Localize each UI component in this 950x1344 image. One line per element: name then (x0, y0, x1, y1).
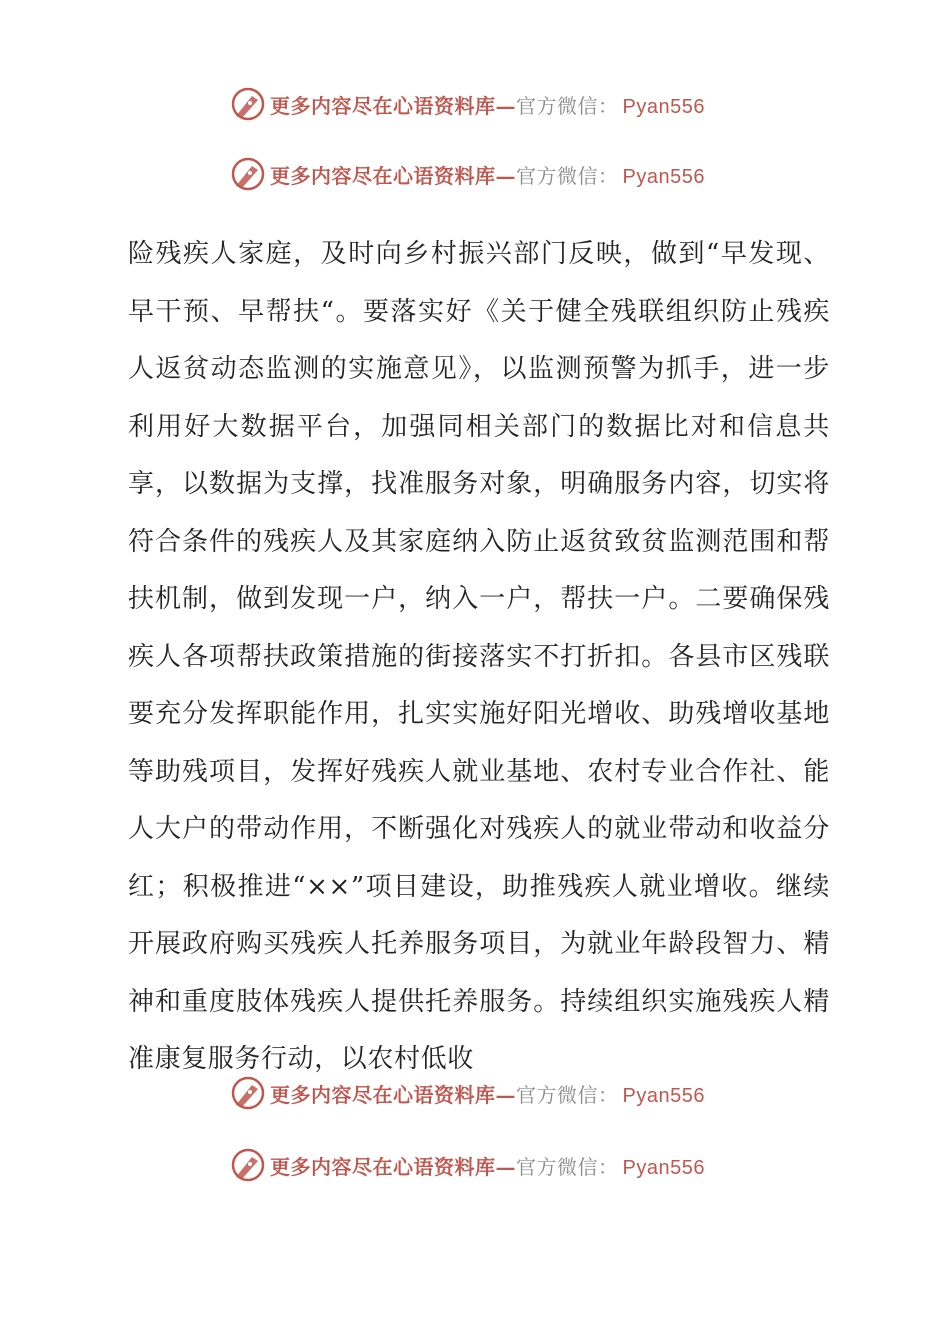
pen-nib-icon (230, 1075, 266, 1111)
watermark-promo-text: 更多内容尽在心语资料库— (270, 1082, 516, 1107)
watermark-banner-top-2 (230, 154, 705, 194)
watermark-wechat-label: 官方微信： (516, 163, 619, 188)
watermark-banner-bottom-1 (230, 1073, 705, 1113)
watermark-wechat-id: Pyan556 (622, 95, 705, 118)
watermark-wechat-label: 官方微信： (516, 93, 619, 118)
body-paragraph: 险残疾人家庭，及时向乡村振兴部门反映，做到“早发现、早干预、早帮扶“。要落实好《关于健全残联组织防止残疾人返贫动态监测的实施意见》，以监测预警为抓手，进一步利用好大数据平台，加强同相关部门的数据比对和信息共享，以数据为支撑，找准服务对象，明确服务内容，切实将符合条件的残疾人及其家庭纳入防止返贫致贫监测范围和帮扶机制，做到发现一户，纳入一户，帮扶一户。二要确保残疾人各项帮扶政策措施的街接落实不打折扣。各县市区残联要充分发挥职能作用，扎实实施好阳光增收、助残增收基地等助残项目，发挥好残疾人就业基地、农村专业合作社、能人大户的带动作用，不断强化对残疾人的就业带动和收益分红；积极推进“××”项目建设，助推残疾人就业增收。继续开展政府购买残疾人托养服务项目，为就业年龄段智力、精神和重度肢体残疾人提供托养服务。持续组织实施残疾人精准康复服务行动，以农村低收 (128, 239, 830, 1074)
watermark-promo-text: 更多内容尽在心语资料库— (270, 1154, 516, 1179)
pen-nib-icon (230, 156, 266, 192)
watermark-wechat-id: Pyan556 (622, 1156, 705, 1179)
watermark-promo-text: 更多内容尽在心语资料库— (270, 163, 516, 188)
watermark-promo-text: 更多内容尽在心语资料库— (270, 93, 516, 118)
watermark-wechat-id: Pyan556 (622, 1084, 705, 1107)
watermark-wechat-label: 官方微信： (516, 1154, 619, 1179)
pen-nib-icon (230, 1147, 266, 1183)
pen-nib-icon (230, 86, 266, 122)
watermark-wechat-label: 官方微信： (516, 1082, 619, 1107)
watermark-banner-top-1 (230, 84, 705, 124)
watermark-wechat-id: Pyan556 (622, 165, 705, 188)
watermark-banner-bottom-2 (230, 1145, 705, 1185)
